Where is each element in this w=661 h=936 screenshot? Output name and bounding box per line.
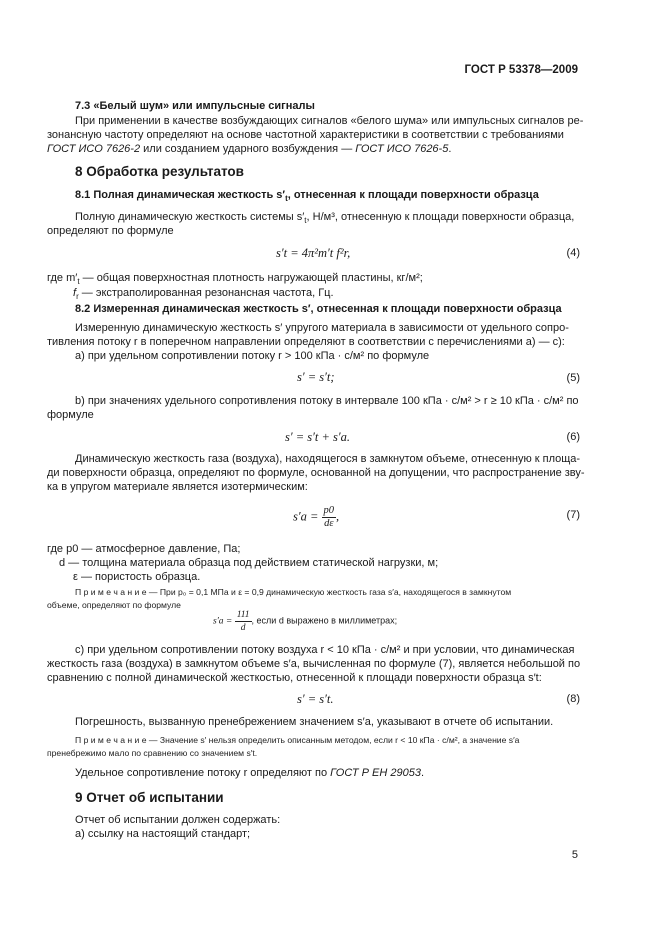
formula-6: s′ = s′t + s′a. [285, 430, 351, 444]
note-1-formula [213, 609, 397, 634]
s81-p1-sub: t [304, 216, 307, 226]
where-eps: ε — пористость образца. [73, 571, 201, 583]
formula-7-denominator: dε [324, 518, 334, 529]
section-8-1-title [75, 188, 539, 206]
s81-title-b: , отнесенная к площади поверхности образца [287, 189, 539, 201]
item-b-line-1: b) при значениях удельного сопротивления потоку в интервале 100 кПа · с/м² > r ≥ 10 кПа · с/м² по [75, 395, 579, 407]
ref-iso-7626-2: ГОСТ ИСО 7626-2 [47, 143, 141, 155]
flow-resistance-para [75, 766, 424, 780]
s82-para-2: тивления потоку r в поперечном направлении определяют в соответствии с перечислениями а) — с): [47, 336, 565, 348]
formula-7-numerator: p0 [323, 505, 335, 516]
s81-title-a: 8.1 Полная динамическая жесткость s′ [75, 189, 286, 201]
note-1-denominator: d [240, 623, 246, 633]
note-1-numerator: 111 [236, 610, 250, 620]
note-1-line-1: П р и м е ч а н и е — При p₀ = 0,1 МПа и ε = 0,9 динамическую жесткость газа s′a, находящегося в замкнутом [75, 587, 512, 597]
s9-para-1: Отчет об испытании должен содержать: [75, 814, 281, 826]
formula-7-number: (7) [566, 509, 580, 521]
formula-7-fraction [322, 505, 337, 530]
item-b-line-2: формуле [47, 409, 94, 421]
s81-p1-a: Полную динамическую жесткость системы s′ [75, 211, 305, 223]
note-1-line-2: объеме, определяют по формуле [47, 600, 181, 610]
where-mt-a: где m′ [47, 272, 78, 284]
note-1-fraction [235, 609, 252, 634]
formula-7-lhs: s′a = [293, 509, 319, 524]
ref-en-29053: ГОСТ Р ЕН 29053 [330, 767, 421, 779]
s73-line-2: зонансную частоту определяют на основе частотной характеристики в соответствии с требованиями [47, 129, 564, 141]
note-1-formula-lhs: s′a = [213, 616, 233, 627]
section-7-3-title: 7.3 «Белый шум» или импульсные сигналы [75, 100, 315, 112]
section-8-title: 8 Обработка результатов [75, 164, 244, 179]
formula-8: s′ = s′t. [297, 692, 334, 706]
where-fr-sub: r [76, 292, 79, 302]
note-2-line-1: П р и м е ч а н и е — Значение s′ нельзя определить описанным методом, если r < 10 кПа · с/м², а значение s′a [75, 735, 520, 745]
s81-title-sub: t [285, 194, 288, 204]
gas-para-1: Динамическую жесткость газа (воздуха), находящегося в замкнутом объеме, отнесенную к площа- [75, 453, 581, 465]
standard-header: ГОСТ Р 53378—2009 [464, 64, 578, 76]
section-8-2-title: 8.2 Измеренная динамическая жесткость s′, отнесенная к площади поверхности образца [75, 303, 562, 315]
item-c-line-1: с) при удельном сопротивлении потоку воздуха r < 10 кПа · с/м² и при условии, что динамическая [75, 644, 575, 656]
s81-para-2: определяют по формуле [47, 225, 174, 237]
s81-p1-b: , Н/м³, отнесенную к площади поверхности образца, [306, 211, 575, 223]
s82-para-1: Измеренную динамическую жесткость s′ упругого материала в зависимости от удельного сопро- [75, 322, 569, 334]
note-1-formula-rest: , если d выражено в миллиметрах; [251, 615, 398, 626]
note-2-line-2: пренебрежимо мало по сравнению со значением s′t. [47, 748, 258, 758]
page-number: 5 [571, 849, 578, 861]
item-c-line-3: сравнению с полной динамической жесткостью, отнесенной к площади поверхности образца s′t: [47, 672, 542, 684]
item-a: а) при удельном сопротивлении потоку r > 100 кПа · с/м² по формуле [75, 350, 430, 362]
formula-5: s′ = s′t; [297, 370, 335, 384]
formula-4-number: (4) [566, 247, 580, 259]
where-p0: где p0 — атмосферное давление, Па; [47, 543, 241, 555]
flow-para-end: . [421, 767, 425, 779]
where-d: d — толщина материала образца под действием статической нагрузки, м; [59, 557, 439, 569]
where-mt-b: — общая поверхностная плотность нагружающей пластины, кг/м²; [79, 272, 423, 284]
error-para: Погрешность, вызванную пренебрежением значением s′a, указывают в отчете об испытании. [75, 716, 554, 728]
formula-4: s′t = 4π²m′t f²r, [276, 246, 351, 260]
where-mt-sub: t [77, 277, 80, 287]
s73-line-3-end: . [448, 143, 452, 155]
flow-para-a: Удельное сопротивление потоку r определяют по [75, 767, 331, 779]
formula-8-number: (8) [566, 693, 580, 705]
s9-item-a: а) ссылку на настоящий стандарт; [75, 828, 251, 840]
s73-line-1: При применении в качестве возбуждающих сигналов «белого шума» или импульсных сигналов ре- [75, 115, 584, 127]
where-fr-b: — экстраполированная резонансная частота, Гц. [78, 287, 334, 299]
item-c-line-2: жесткость газа (воздуха) в замкнутом объеме s′a, вычисленная по формуле (7), является небольшой по [47, 658, 581, 670]
section-9-title: 9 Отчет об испытании [75, 790, 224, 805]
s73-line-3-text: или созданием ударного возбуждения — [140, 143, 356, 155]
formula-7: s′a = $\frac{p0}{d\varepsilon}$ , [293, 505, 340, 529]
ref-iso-7626-5: ГОСТ ИСО 7626-5 [355, 143, 449, 155]
s73-line-3 [47, 142, 451, 156]
formula-5-number: (5) [566, 372, 580, 384]
gas-para-3: ка в упругом материале является изотермическим: [47, 481, 308, 493]
gas-para-2: ди поверхности образца, определяют по формуле, основанной на допущении, что распространение зву- [47, 467, 585, 479]
formula-6-number: (6) [566, 431, 580, 443]
where-fr-a: f [73, 287, 77, 299]
